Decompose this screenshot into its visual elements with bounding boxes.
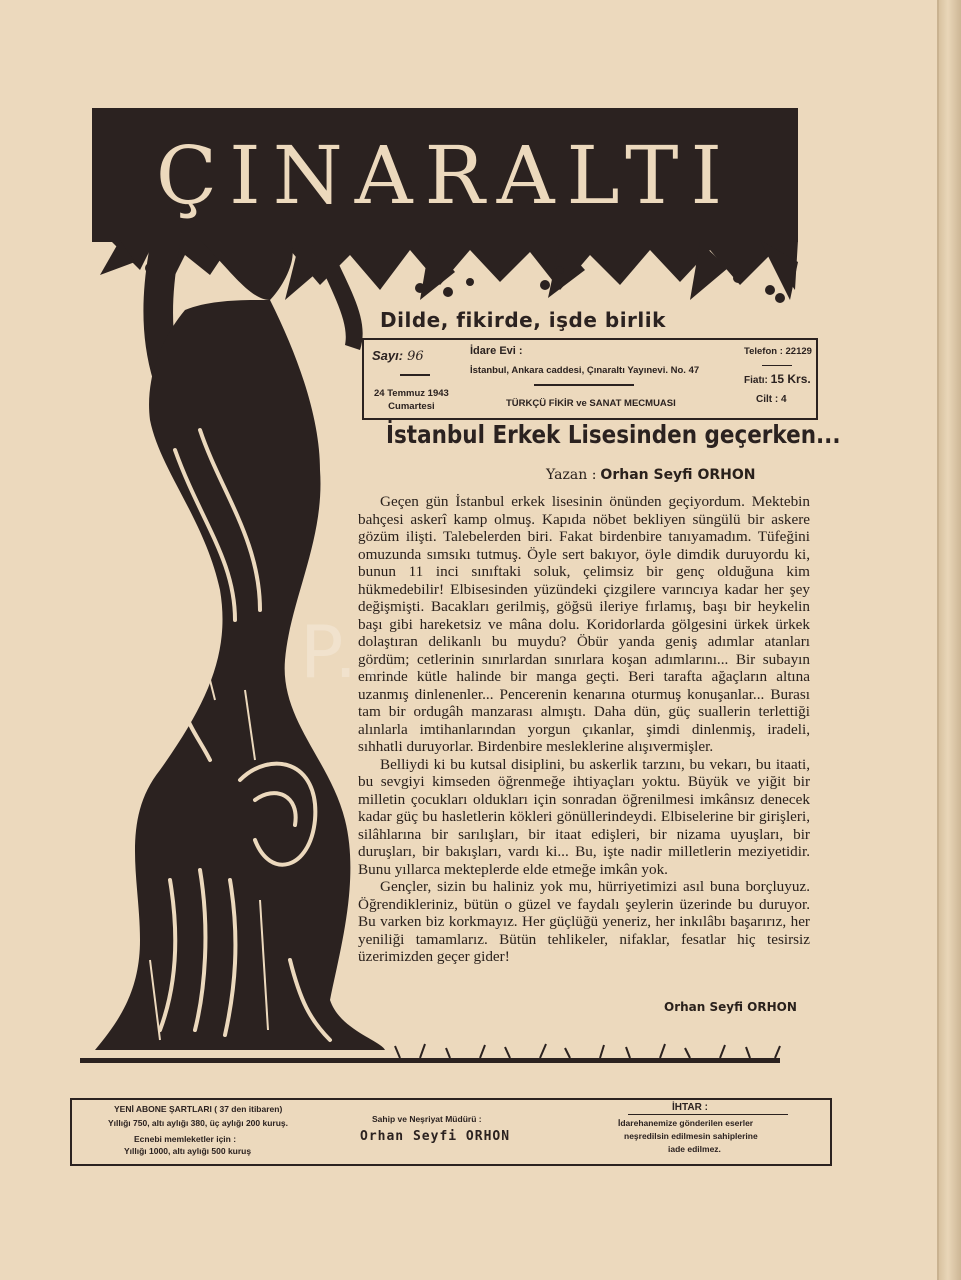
subscription-domestic: Yıllığı 750, altı aylığı 380, üç aylığı 200 kuruş. — [108, 1118, 289, 1128]
warning-text: İdarehanemize gönderilen eserler — [618, 1118, 754, 1128]
divider — [534, 384, 634, 386]
owner-label: Sahip ve Neşriyat Müdürü : — [372, 1114, 482, 1124]
masthead-title: ÇINARALTI — [155, 129, 735, 222]
issue-number: Sayı: 96 — [372, 348, 424, 364]
divider — [762, 365, 792, 366]
weekday-text: Cumartesi — [388, 401, 435, 412]
date-text: 24 Temmuz 1943 — [374, 388, 449, 399]
article-signature: Orhan Seyfi ORHON — [664, 1000, 797, 1014]
phone: Telefon : 22129 — [744, 346, 812, 357]
subscription-foreign-label: Ecnebi memleketler için : — [134, 1134, 237, 1144]
admin-address: İstanbul, Ankara caddesi, Çınaraltı Yayınevi. No. 47 — [470, 365, 700, 376]
warning-text: iade edilmez. — [668, 1144, 721, 1154]
magazine-subtitle: TÜRKÇÜ FİKİR ve SANAT MECMUASI — [506, 398, 676, 409]
article-body — [358, 493, 810, 966]
tree-branch-right — [200, 240, 293, 300]
motto: Dilde, fikirde, işde birlik — [380, 308, 666, 332]
grass-line — [80, 1040, 790, 1070]
subscription-title: YENİ ABONE ŞARTLARI ( 37 den itibaren) — [114, 1104, 283, 1114]
warning-title: İHTAR : — [672, 1102, 708, 1113]
admin-label: İdare Evi : — [470, 345, 523, 357]
byline: Yazan : Orhan Seyfi ORHON — [546, 467, 756, 483]
article-paragraph: Belliydi ki bu kutsal disiplini, bu askerlik tarzını, bu vekarı, bu itaati, bu sevgiyi kimseden öğrenmeğe ihtiyaçları yoktu. Büyük ve yiğit bir milletin çocukları oldukları için sonradan öğrenilmesi imkânsız denecek kadar güç bu hasletlerin kökleri gönüllerindeydi. Elbiselerine bir girişleri, silâhlarına bir sarılışları, bir itaat edişleri, bir nizama uyuşları, bir duruşları, bir bakışları, vardı ki... Bu, işte nadir milletlerin meziyetidir. Bunu yıllarca mekteplerde elde etmeğe imkân yok. — [358, 755, 810, 878]
article-paragraph: Gençler, sizin bu haliniz yok mu, hürriyetimizi asıl buna borçluyuz. Öğrendikleriniz, bütün o güzel ve faydalı şeylerin üzerinde bu duruyor. Bu varken biz korkmayız. Her güçlüğü yeneriz, her inkılâbı başarırız, her yeniliği tamamlarız. Bütün tehlikeler, nifaklar, fesatlar hiç tesirsiz üzerimizden geçer gider! — [358, 878, 810, 965]
article-title: İstanbul Erkek Lisesinden geçerken... — [386, 420, 841, 449]
warning-text: neşredilsin edilmesin sahiplerine — [624, 1131, 758, 1141]
issue-date — [374, 387, 449, 413]
owner-name: Orhan Seyfi ORHON — [360, 1129, 511, 1144]
watermark: P... — [300, 610, 409, 694]
price: Fiatı: 15 Krs. — [744, 372, 811, 386]
subscription-foreign: Yıllığı 1000, altı aylığı 500 kuruş — [124, 1146, 252, 1156]
volume: Cilt : 4 — [756, 394, 787, 405]
issue-info-box — [362, 338, 818, 420]
divider — [628, 1114, 788, 1115]
footer-box — [70, 1098, 832, 1166]
divider — [400, 374, 430, 376]
article-paragraph: Geçen gün İstanbul erkek lisesinin önünden geçiyordum. Mektebin bahçesi askerî kamp olmuş. Kapıda nöbet bekliyen süngülü bir askere gözüm ilişti. Talebelerden biri. Fakat birdenbire tanıyamadım. Tüfeğini omuzunda sımsıkı tutmuş. Öyle sert bakıyor, öyle dimdik duruyordu ki, bunun 11 inci sınıftaki soluk, çelimsiz bir genç olduğuna kim hükmedebilir! Elbisesinden yüzündeki çizgilere varıncıya kadar her şey değişmişti. Bacakları gerilmiş, göğsü ileriye fırlamış, başı bir heykelin başı gibi hareketsiz ve mâna dolu. Koridorlarda gölgesini ürkek ürkek dolaştıran delikanlı bu muydu? Öbür yanda geniş adımlar atanları gördüm; cetlerinin sınırlardan sınırlara koşan adımlarını... Bir subayın emrinde kütle halinde bir manga geçti. Beri tarafta ağaçların altına uzanmış dinlenenler... Pencerenin kenarına oturmuş konuşanlar... Burası tam bir ordugâh manzarası almıştı. Daha dün, güç suallerin terlettiği alınlarla imtihanlarından yorgun çıkanlar, şimdi dinlenmiş, iradeli, sıhhatli duruyorlar. Birdenbire mesleklerine alışıvermişler. — [358, 493, 810, 755]
